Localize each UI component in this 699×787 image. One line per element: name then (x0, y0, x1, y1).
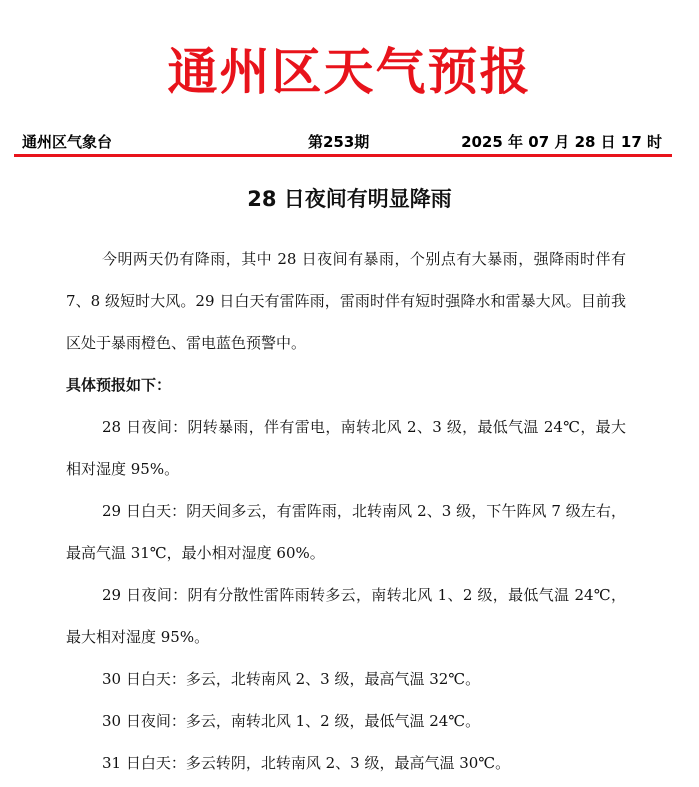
forecast-item: 28 日夜间：阴转暴雨，伴有雷电，南转北风 2、3 级，最低气温 24℃，最大相对湿度 95%。 (66, 418, 626, 478)
forecast-item: 29 日白天：阴天间多云，有雷阵雨，北转南风 2、3 级，下午阵风 7 级左右，最高气温 31℃，最小相对湿度 60%。 (66, 502, 626, 562)
issue-number: 第253期 (308, 133, 370, 151)
header-divider (14, 154, 672, 157)
bulletin-title: 通州区天气预报 (167, 42, 532, 101)
forecast-heading: 具体预报如下： (66, 376, 172, 394)
summary-paragraph: 今明两天仍有降雨，其中 28 日夜间有暴雨，个别点有大暴雨，强降雨时伴有 7、8 级短时大风。29 日白天有雷阵雨，雷雨时伴有短时强降水和雷暴大风。目前我区处于暴雨橙色、雷电蓝色预警中。 (66, 250, 626, 352)
forecast-item: 30 日白天：多云，北转南风 2、3 级，最高气温 32℃。 (102, 670, 481, 688)
bulletin-meta-row (22, 129, 662, 155)
issue-datetime: 2025 年 07 月 28 日 17 时 (461, 133, 662, 151)
forecast-item: 30 日夜间：多云，南转北风 1、2 级，最低气温 24℃。 (102, 712, 481, 730)
article-body (66, 238, 626, 784)
article-headline: 28 日夜间有明显降雨 (247, 187, 452, 211)
forecast-item: 31 日白天：多云转阴，北转南风 2、3 级，最高气温 30℃。 (102, 754, 511, 772)
issuing-organization: 通州区气象台 (22, 133, 113, 151)
forecast-item: 29 日夜间：阴有分散性雷阵雨转多云，南转北风 1、2 级，最低气温 24℃，最大相对湿度 95%。 (66, 586, 626, 646)
